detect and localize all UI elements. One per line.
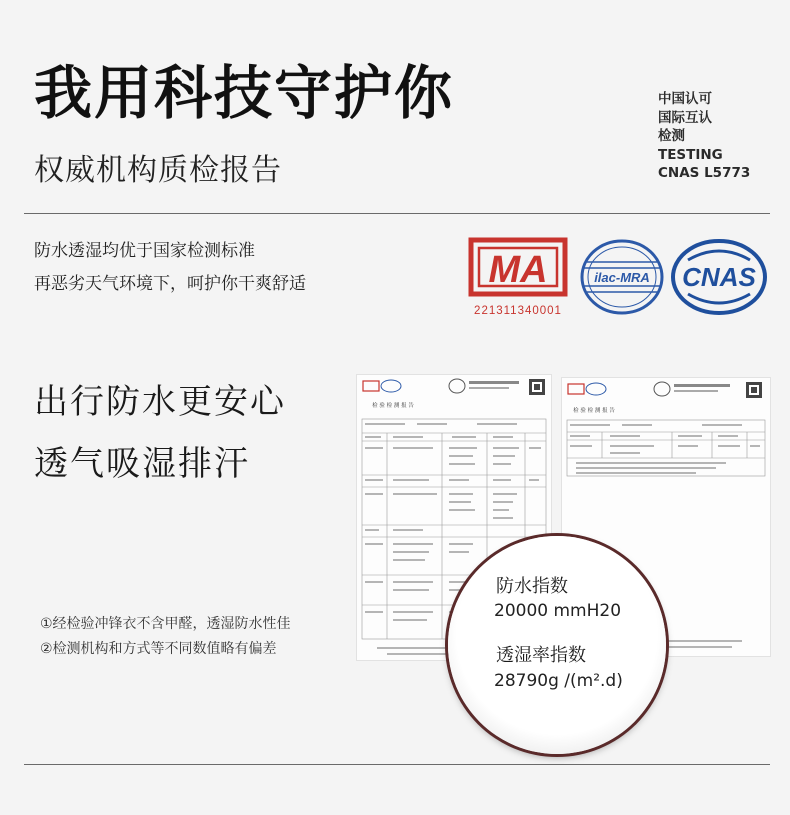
waterproof-index-value: 20000 mmH20 [494,601,622,621]
footnote: ②检测机构和方式等不同数值略有偏差 [40,641,277,657]
breathability-index-label: 透湿率指数 [496,645,586,666]
ma-logo-text: MA [488,249,548,291]
cnas-badge-line: CNAS L5773 [658,165,751,181]
feature-headline: 透气吸湿排汗 [34,444,250,484]
feature-headline: 出行防水更安心 [34,382,286,422]
report-title: 检 验 检 测 报 告 [372,403,414,409]
divider [24,764,770,765]
claim-text: 再恶劣天气环境下，呵护你干爽舒适 [34,274,306,294]
page-title: 我用科技守护你 [34,59,455,127]
ma-certification-logo [463,236,573,320]
report-title: 检 验 检 测 报 告 [573,408,615,414]
cnas-badge-line: 中国认可 [658,91,712,107]
cnas-badge-line: TESTING [658,146,723,163]
divider [24,213,770,214]
ilac-logo-text: ilac-MRA [594,270,650,285]
footnote: ①经检验冲锋衣不含甲醛，透湿防水性佳 [40,616,291,632]
cnas-badge-line: 国际互认 [658,109,712,126]
page-subtitle: 权威机构质检报告 [34,153,282,188]
breathability-index-value: 28790g /(m².d) [494,671,623,691]
cnas-badge-line: 检测 [658,128,685,144]
magnifier-lens [448,536,666,754]
claim-text: 防水透湿均优于国家检测标准 [34,241,255,261]
cnas-accreditation-badge [658,90,750,183]
waterproof-index-label: 防水指数 [496,576,568,597]
cnas-logo-text: CNAS [682,262,756,292]
ma-logo-number: 221311340001 [474,305,562,317]
ilac-mra-logo [577,238,667,316]
cnas-logo [668,238,770,316]
